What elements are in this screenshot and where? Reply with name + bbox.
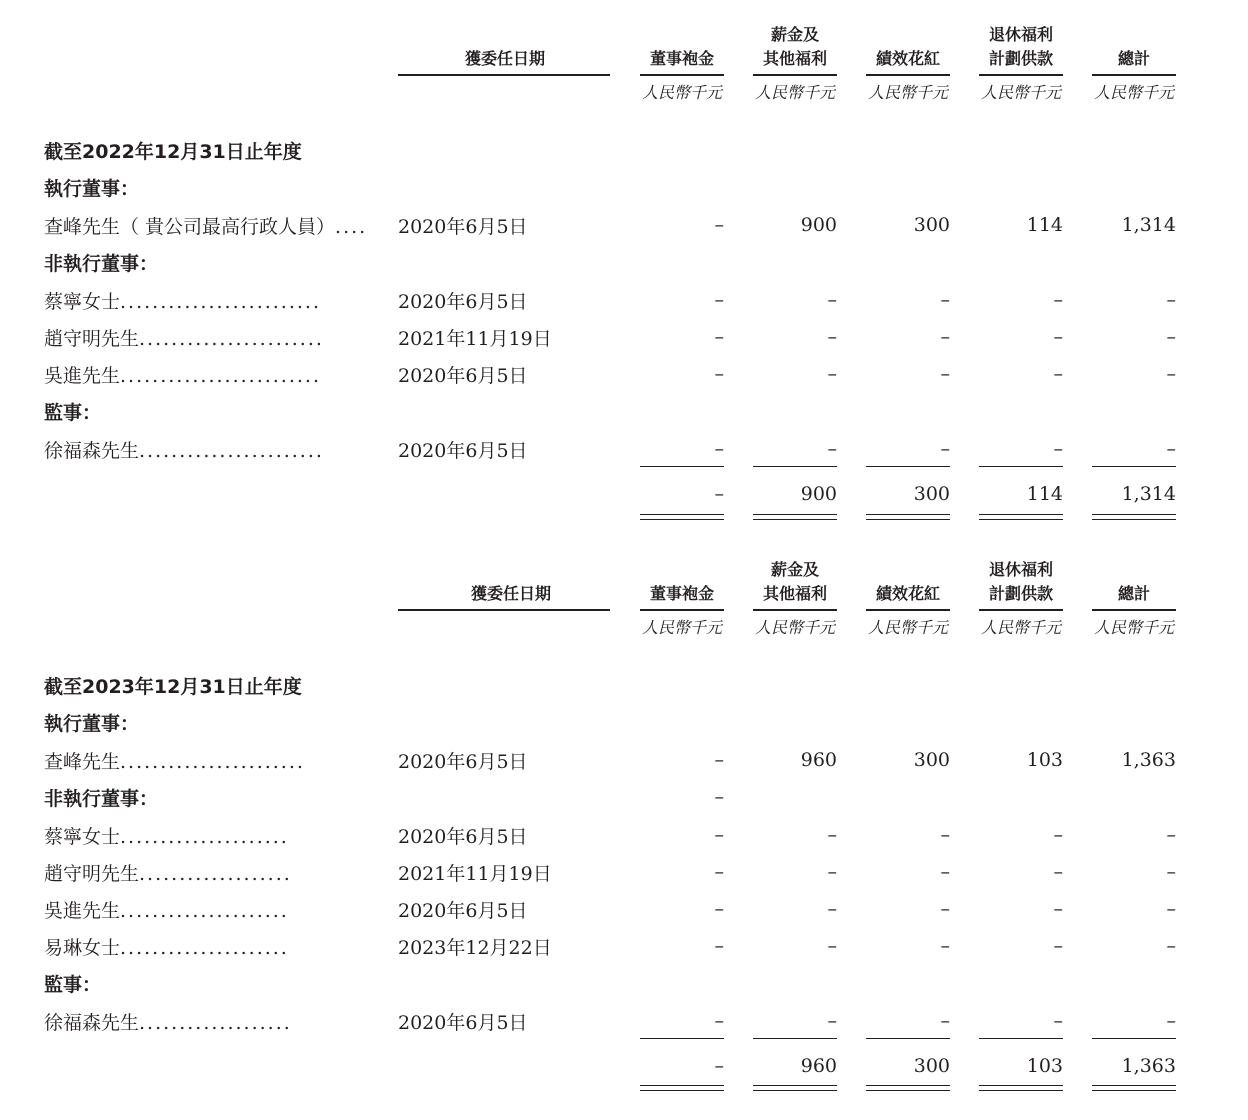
double-rule-top xyxy=(979,514,1063,515)
pension-value: – xyxy=(1053,861,1063,883)
fees-value: – xyxy=(714,438,724,460)
bonus-total: 300 xyxy=(913,1055,950,1077)
header-rule xyxy=(753,609,837,611)
pension-value: – xyxy=(1053,363,1063,385)
total-value: – xyxy=(1166,861,1176,883)
header-rule xyxy=(753,74,837,76)
salaries-value: – xyxy=(827,289,837,311)
header-rule xyxy=(1092,609,1176,611)
subtotal-rule xyxy=(866,466,950,467)
unit-label-bonus: 人民幣千元 xyxy=(867,83,948,102)
fees-value: – xyxy=(714,898,724,920)
bonus-value: – xyxy=(940,289,950,311)
header-rule xyxy=(866,74,950,76)
unit-label-salaries: 人民幣千元 xyxy=(754,618,835,637)
bonus-value: – xyxy=(940,935,950,957)
double-rule-top xyxy=(1092,514,1176,515)
header-rule xyxy=(398,609,610,611)
pension-value: – xyxy=(1053,898,1063,920)
bonus-value: 300 xyxy=(913,214,950,236)
subtotal-rule xyxy=(979,466,1063,467)
fees-value: – xyxy=(714,326,724,348)
fees-total: – xyxy=(714,483,724,505)
double-rule-bottom xyxy=(640,1090,724,1091)
total-value: 1,314 xyxy=(1121,214,1176,236)
bonus-value: – xyxy=(940,1010,950,1032)
col-header-pension xyxy=(979,23,1063,71)
double-rule-bottom xyxy=(979,1090,1063,1091)
double-rule-bottom xyxy=(753,519,837,520)
appointment-date: 2020年6月5日 xyxy=(398,291,528,313)
pension-value: 114 xyxy=(1026,214,1063,236)
unit-label-fees: 人民幣千元 xyxy=(641,83,722,102)
appointment-date: 2023年12月22日 xyxy=(398,937,552,959)
pension-total: 103 xyxy=(1026,1055,1063,1077)
subtotal-rule xyxy=(866,1038,950,1039)
fees-value: – xyxy=(714,935,724,957)
pension-value: – xyxy=(1053,289,1063,311)
salaries-value: – xyxy=(827,824,837,846)
subtotal-rule xyxy=(1092,466,1176,467)
total-value: – xyxy=(1166,289,1176,311)
subtotal-rule xyxy=(753,466,837,467)
pension-total: 114 xyxy=(1026,483,1063,505)
col-header-appointment-date: 獲委任日期 xyxy=(464,49,545,68)
unit-label-fees: 人民幣千元 xyxy=(641,618,722,637)
pension-value: 103 xyxy=(1026,749,1063,771)
header-rule xyxy=(979,74,1063,76)
pension-value: – xyxy=(1053,935,1063,957)
bonus-value: – xyxy=(940,438,950,460)
appointment-date: 2021年11月19日 xyxy=(398,863,552,885)
bonus-value: – xyxy=(940,898,950,920)
fees-value: – xyxy=(714,1010,724,1032)
col-header-salaries-line2: 其他福利 xyxy=(762,584,827,603)
bonus-value: – xyxy=(940,861,950,883)
salaries-value: – xyxy=(827,326,837,348)
appointment-date: 2020年6月5日 xyxy=(398,751,528,773)
salaries-value: 900 xyxy=(800,214,837,236)
appointment-date: 2021年11月19日 xyxy=(398,328,552,350)
director-name: 蔡寧女士......................... xyxy=(44,291,322,313)
group-label-non-executive: 非執行董事： xyxy=(44,253,159,275)
director-name: 徐福森先生....................... xyxy=(44,440,324,462)
appointment-date: 2020年6月5日 xyxy=(398,826,528,848)
double-rule-bottom xyxy=(866,1090,950,1091)
appointment-date: 2020年6月5日 xyxy=(398,365,528,387)
header-rule xyxy=(640,609,724,611)
period-heading: 截至2023年12月31日止年度 xyxy=(44,676,302,698)
group-label-executive: 執行董事： xyxy=(44,713,140,735)
director-name: 徐福森先生................... xyxy=(44,1012,292,1034)
pension-value: – xyxy=(1053,1010,1063,1032)
total-value: – xyxy=(1166,935,1176,957)
fees-value: – xyxy=(714,749,724,771)
col-header-bonus: 績效花紅 xyxy=(875,49,940,68)
total-value: – xyxy=(1166,1010,1176,1032)
pension-value: – xyxy=(1053,824,1063,846)
col-header-salaries-line1: 薪金及 xyxy=(770,560,819,579)
total-value: – xyxy=(1166,824,1176,846)
total-value: – xyxy=(1166,363,1176,385)
bonus-value: 300 xyxy=(913,749,950,771)
director-name: 趙守明先生....................... xyxy=(44,328,324,350)
grand-total: 1,314 xyxy=(1121,483,1176,505)
total-value: 1,363 xyxy=(1121,749,1176,771)
fees-value: – xyxy=(714,214,724,236)
unit-label-total: 人民幣千元 xyxy=(1093,83,1174,102)
fees-value: – xyxy=(714,824,724,846)
appointment-date: 2020年6月5日 xyxy=(398,900,528,922)
double-rule-bottom xyxy=(640,519,724,520)
col-header-pension xyxy=(979,558,1063,606)
group-label-supervisors: 監事： xyxy=(44,974,102,996)
unit-label-bonus: 人民幣千元 xyxy=(867,618,948,637)
salaries-value: – xyxy=(827,935,837,957)
header-rule xyxy=(866,609,950,611)
col-header-total: 總計 xyxy=(1117,584,1150,603)
bonus-value: – xyxy=(940,326,950,348)
double-rule-top xyxy=(753,1085,837,1086)
salaries-value: – xyxy=(827,898,837,920)
fees-value: – xyxy=(714,786,724,808)
double-rule-top xyxy=(1092,1085,1176,1086)
header-rule xyxy=(640,74,724,76)
double-rule-bottom xyxy=(1092,1090,1176,1091)
grand-total: 1,363 xyxy=(1121,1055,1176,1077)
col-header-bonus: 績效花紅 xyxy=(875,584,940,603)
col-header-pension-line2: 計劃供款 xyxy=(988,49,1053,68)
double-rule-top xyxy=(640,1085,724,1086)
director-name: 易琳女士..................... xyxy=(44,937,289,959)
subtotal-rule xyxy=(640,1038,724,1039)
unit-label-pension: 人民幣千元 xyxy=(980,618,1061,637)
salaries-value: – xyxy=(827,438,837,460)
double-rule-bottom xyxy=(753,1090,837,1091)
fees-value: – xyxy=(714,861,724,883)
director-name: 查峰先生....................... xyxy=(44,751,305,773)
group-label-supervisors: 監事： xyxy=(44,402,102,424)
director-name: 趙守明先生................... xyxy=(44,863,292,885)
total-value: – xyxy=(1166,898,1176,920)
salaries-value: – xyxy=(827,363,837,385)
appointment-date: 2020年6月5日 xyxy=(398,1012,528,1034)
subtotal-rule xyxy=(753,1038,837,1039)
col-header-salaries xyxy=(753,23,837,71)
total-value: – xyxy=(1166,438,1176,460)
director-name: 吳進先生..................... xyxy=(44,900,289,922)
header-rule xyxy=(398,74,610,76)
bonus-total: 300 xyxy=(913,483,950,505)
col-header-fees: 董事袍金 xyxy=(649,49,714,68)
col-header-salaries xyxy=(753,558,837,606)
director-name: 查峰先生（ 貴公司最高行政人員）.... xyxy=(44,216,368,238)
pension-value: – xyxy=(1053,326,1063,348)
subtotal-rule xyxy=(979,1038,1063,1039)
double-rule-bottom xyxy=(1092,519,1176,520)
fees-value: – xyxy=(714,289,724,311)
col-header-salaries-line1: 薪金及 xyxy=(770,25,819,44)
double-rule-top xyxy=(640,514,724,515)
col-header-salaries-line2: 其他福利 xyxy=(762,49,827,68)
unit-label-salaries: 人民幣千元 xyxy=(754,83,835,102)
double-rule-top xyxy=(979,1085,1063,1086)
bonus-value: – xyxy=(940,363,950,385)
double-rule-top xyxy=(753,514,837,515)
col-header-total: 總計 xyxy=(1117,49,1150,68)
group-label-executive: 執行董事： xyxy=(44,178,140,200)
double-rule-bottom xyxy=(979,519,1063,520)
total-value: – xyxy=(1166,326,1176,348)
subtotal-rule xyxy=(640,466,724,467)
salaries-value: 960 xyxy=(800,749,837,771)
unit-label-pension: 人民幣千元 xyxy=(980,83,1061,102)
double-rule-top xyxy=(866,1085,950,1086)
salaries-value: – xyxy=(827,861,837,883)
fees-value: – xyxy=(714,363,724,385)
unit-label-total: 人民幣千元 xyxy=(1093,618,1174,637)
col-header-appointment-date: 獲委任日期 xyxy=(470,584,551,603)
subtotal-rule xyxy=(1092,1038,1176,1039)
director-name: 吳進先生......................... xyxy=(44,365,322,387)
col-header-pension-line1: 退休福利 xyxy=(988,560,1053,579)
group-label-non-executive: 非執行董事： xyxy=(44,788,159,810)
double-rule-top xyxy=(866,514,950,515)
pension-value: – xyxy=(1053,438,1063,460)
salaries-total: 900 xyxy=(800,483,837,505)
col-header-pension-line2: 計劃供款 xyxy=(988,584,1053,603)
header-rule xyxy=(1092,74,1176,76)
fees-total: – xyxy=(714,1055,724,1077)
salaries-value: – xyxy=(827,1010,837,1032)
appointment-date: 2020年6月5日 xyxy=(398,216,528,238)
appointment-date: 2020年6月5日 xyxy=(398,440,528,462)
salaries-total: 960 xyxy=(800,1055,837,1077)
bonus-value: – xyxy=(940,824,950,846)
header-rule xyxy=(979,609,1063,611)
director-name: 蔡寧女士..................... xyxy=(44,826,289,848)
col-header-pension-line1: 退休福利 xyxy=(988,25,1053,44)
double-rule-bottom xyxy=(866,519,950,520)
period-heading: 截至2022年12月31日止年度 xyxy=(44,141,302,163)
col-header-fees: 董事袍金 xyxy=(649,584,714,603)
